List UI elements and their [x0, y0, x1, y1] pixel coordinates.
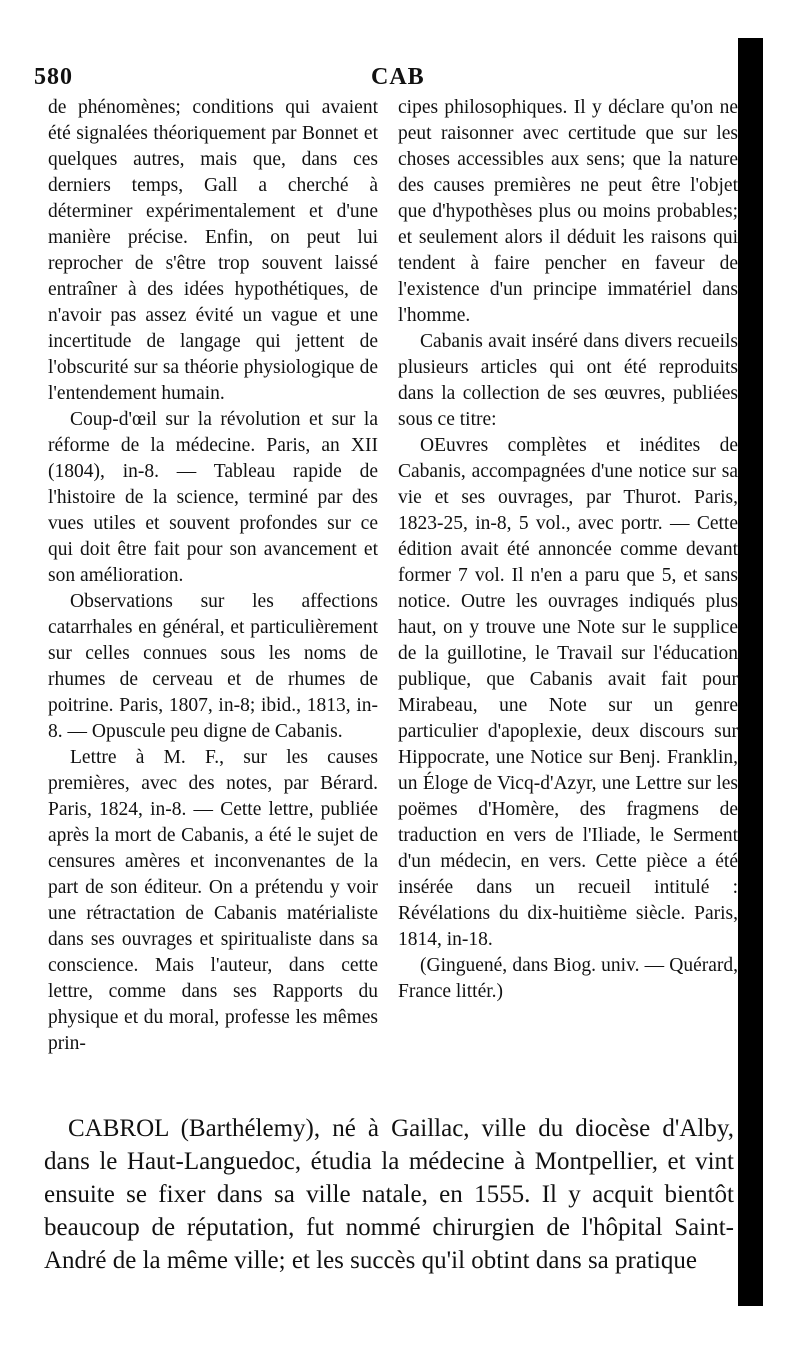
right-column	[398, 95, 738, 1005]
bottom-entry: CABROL (Barthélemy), né à Gaillac, ville du diocèse d'Alby, dans le Haut-Languedoc, étudia la médecine à Montpellier, et vint ensuite se fixer dans sa ville natale, en 1555. Il y acquit bientôt beaucoup de réputation, fut nommé chirurgien de l'hôpital Saint-André de la même ville; et les succès qu'il obtint dans sa pratique	[44, 1115, 734, 1274]
running-title: CAB	[371, 64, 425, 90]
paragraph: de phénomènes; conditions qui avaient été signalées théoriquement par Bonnet et quelques autres, mais que, dans ces derniers temps, Gall a cherché à déterminer expérimentalement et d'une manière précise. Enfin, on peut lui reprocher de s'être trop souvent laissé entraîner à des idées hypothétiques, de n'avoir pas assez évité un vague et une incertitude de langage qui jettent de l'obscurité sur sa théorie physiologique de l'entendement humain.	[48, 97, 378, 404]
paragraph: Lettre à M. F., sur les causes premières, avec des notes, par Bérard. Paris, 1824, in-8. — Cette lettre, publiée après la mort de Cabanis, a été le sujet de censures amères et inconvenantes de la part de son éditeur. On a prétendu y voir une rétractation de Cabanis matérialiste dans ses ouvrages et spiritualiste dans sa conscience. Mais l'auteur, dans cette lettre, comme dans ses Rapports du physique et du moral, professe les mêmes prin-	[48, 747, 378, 1054]
paragraph: Observations sur les affections catarrhales en général, et particulièrement sur celles connues sous les noms de rhumes de cerveau et de rhumes de poitrine. Paris, 1807, in-8; ibid., 1813, in-8. — Opuscule peu digne de Cabanis.	[48, 591, 378, 742]
paragraph: Coup-d'œil sur la révolution et sur la réforme de la médecine. Paris, an XII (1804), in-8. — Tableau rapide de l'histoire de la science, terminé par des vues utiles et souvent profondes sur ce qui doit être fait pour son avancement et son amélioration.	[48, 409, 378, 586]
left-column	[48, 95, 378, 1057]
page-edge-shadow	[738, 38, 763, 1306]
paragraph: cipes philosophiques. Il y déclare qu'on ne peut raisonner avec certitude que sur les choses accessibles aux sens; que la nature des causes premières ne peut être l'objet que d'hypothèses plus ou moins probables; et seulement alors il déduit les raisons qui tendent à faire pencher en faveur de l'existence d'un principe immatériel dans l'homme.	[398, 97, 738, 326]
paragraph: OEuvres complètes et inédites de Cabanis, accompagnées d'une notice sur sa vie et ses ouvrages, par Thurot. Paris, 1823-25, in-8, 5 vol., avec portr. — Cette édition avait été annoncée comme devant former 7 vol. Il n'en a paru que 5, et sans notice. Outre les ouvrages indiqués plus haut, on y trouve une Note sur le supplice de la guillotine, le Travail sur l'éducation publique, que Cabanis avait fait pour Mirabeau, une Note sur un genre particulier d'apoplexie, deux discours sur Hippocrate, une Notice sur Benj. Franklin, un Éloge de Vicq-d'Azyr, une Lettre sur les poëmes d'Homère, des fragmens de traduction en vers de l'Iliade, le Serment d'un médecin, en vers. Cette pièce a été insérée dans un recueil intitulé : Révélations du dix-huitième siècle. Paris, 1814, in-18.	[398, 435, 738, 950]
page-number: 580	[34, 64, 73, 90]
paragraph: (Ginguené, dans Biog. univ. — Quérard, France littér.)	[398, 955, 738, 1002]
paragraph: Cabanis avait inséré dans divers recueils plusieurs articles qui ont été reproduits dans la collection de ses œuvres, publiées sous ce titre:	[398, 331, 738, 430]
